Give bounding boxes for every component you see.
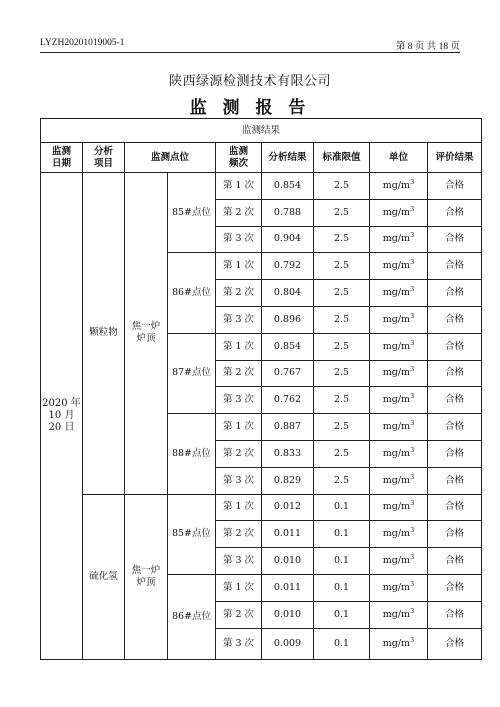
- limit-cell: 0.1: [314, 628, 370, 659]
- frequency-cell: 第 2 次: [216, 521, 262, 548]
- limit-cell: 0.1: [314, 521, 370, 548]
- unit-cell: [370, 414, 428, 441]
- unit-cell: [370, 601, 428, 628]
- unit-superscript: 3: [410, 338, 415, 347]
- company-name: 陕西绿源检测技术有限公司: [168, 74, 331, 89]
- unit-cell: [370, 199, 428, 226]
- result-cell: 0.829: [262, 467, 314, 494]
- section-title: 监测结果: [41, 119, 482, 143]
- evaluation-cell: 合格: [428, 199, 482, 226]
- evaluation-cell: 合格: [428, 226, 482, 253]
- limit-cell: 2.5: [314, 226, 370, 253]
- point-name: 86#点位: [168, 253, 216, 333]
- point-name: 87#点位: [168, 333, 216, 413]
- analysis-item: 硫化氢: [83, 494, 125, 659]
- unit-text: mg/m: [382, 179, 411, 191]
- unit-cell: [370, 467, 428, 494]
- unit-text: mg/m: [382, 206, 411, 218]
- col-header-frequency: 监测 频次: [216, 143, 262, 173]
- limit-cell: 2.5: [314, 387, 370, 414]
- unit-cell: [370, 173, 428, 200]
- document-number: LYZH20201019005-1: [40, 38, 125, 48]
- point-name: 85#点位: [168, 494, 216, 574]
- limit-cell: 0.1: [314, 548, 370, 575]
- unit-superscript: 3: [410, 311, 415, 320]
- unit-cell: [370, 387, 428, 414]
- result-cell: 0.792: [262, 253, 314, 280]
- col-header-point: 监测点位: [125, 143, 216, 173]
- result-cell: 0.904: [262, 226, 314, 253]
- limit-cell: 2.5: [314, 253, 370, 280]
- frequency-cell: 第 2 次: [216, 280, 262, 307]
- unit-cell: [370, 548, 428, 575]
- page-header: [40, 38, 460, 53]
- unit-superscript: 3: [410, 635, 415, 644]
- result-cell: 0.788: [262, 199, 314, 226]
- unit-superscript: 3: [410, 606, 415, 615]
- evaluation-cell: 合格: [428, 280, 482, 307]
- limit-cell: 2.5: [314, 280, 370, 307]
- column-header-row: [41, 143, 482, 173]
- result-cell: 0.854: [262, 173, 314, 200]
- unit-text: mg/m: [382, 637, 411, 649]
- result-cell: 0.767: [262, 360, 314, 387]
- evaluation-cell: 合格: [428, 628, 482, 659]
- unit-cell: [370, 628, 428, 659]
- unit-cell: [370, 306, 428, 333]
- col-header-limit: 标准限值: [314, 143, 370, 173]
- frequency-cell: 第 1 次: [216, 414, 262, 441]
- limit-cell: 0.1: [314, 574, 370, 601]
- unit-superscript: 3: [410, 284, 415, 293]
- unit-cell: [370, 494, 428, 521]
- result-cell: 0.896: [262, 306, 314, 333]
- table-row: [41, 173, 482, 200]
- limit-cell: 0.1: [314, 494, 370, 521]
- limit-cell: 2.5: [314, 360, 370, 387]
- unit-text: mg/m: [382, 581, 411, 593]
- point-name: 85#点位: [168, 173, 216, 253]
- col-header-evaluation: 评价结果: [428, 143, 482, 173]
- unit-superscript: 3: [410, 204, 415, 213]
- result-cell: 0.011: [262, 521, 314, 548]
- col-header-item: 分析 项目: [83, 143, 125, 173]
- table-row: [41, 494, 482, 521]
- point-name: 86#点位: [168, 574, 216, 659]
- unit-superscript: 3: [410, 526, 415, 535]
- evaluation-cell: 合格: [428, 306, 482, 333]
- col-header-unit: 单位: [370, 143, 428, 173]
- result-cell: 0.887: [262, 414, 314, 441]
- frequency-cell: 第 2 次: [216, 601, 262, 628]
- unit-cell: [370, 333, 428, 360]
- frequency-cell: 第 2 次: [216, 360, 262, 387]
- evaluation-cell: 合格: [428, 333, 482, 360]
- frequency-cell: 第 1 次: [216, 574, 262, 601]
- frequency-cell: 第 1 次: [216, 333, 262, 360]
- limit-cell: 2.5: [314, 333, 370, 360]
- unit-text: mg/m: [382, 233, 411, 245]
- monitoring-results-table: [40, 118, 482, 660]
- unit-cell: [370, 521, 428, 548]
- report-title: 监 测 报 告: [189, 98, 311, 118]
- unit-cell: [370, 574, 428, 601]
- unit-text: mg/m: [382, 394, 411, 406]
- evaluation-cell: 合格: [428, 574, 482, 601]
- result-cell: 0.833: [262, 440, 314, 467]
- unit-superscript: 3: [410, 231, 415, 240]
- result-cell: 0.011: [262, 574, 314, 601]
- unit-superscript: 3: [410, 445, 415, 454]
- unit-superscript: 3: [410, 472, 415, 481]
- evaluation-cell: 合格: [428, 440, 482, 467]
- unit-text: mg/m: [382, 313, 411, 325]
- evaluation-cell: 合格: [428, 548, 482, 575]
- unit-superscript: 3: [410, 552, 415, 561]
- monitoring-date: 2020 年 10 月 20 日: [41, 173, 83, 660]
- evaluation-cell: 合格: [428, 414, 482, 441]
- frequency-cell: 第 3 次: [216, 548, 262, 575]
- unit-text: mg/m: [382, 608, 411, 620]
- frequency-cell: 第 3 次: [216, 387, 262, 414]
- unit-superscript: 3: [410, 579, 415, 588]
- frequency-cell: 第 3 次: [216, 628, 262, 659]
- unit-superscript: 3: [410, 177, 415, 186]
- unit-superscript: 3: [410, 499, 415, 508]
- frequency-cell: 第 2 次: [216, 440, 262, 467]
- unit-text: mg/m: [382, 260, 411, 272]
- unit-superscript: 3: [410, 365, 415, 374]
- result-cell: 0.854: [262, 333, 314, 360]
- frequency-cell: 第 1 次: [216, 173, 262, 200]
- unit-text: mg/m: [382, 555, 411, 567]
- limit-cell: 2.5: [314, 414, 370, 441]
- result-cell: 0.012: [262, 494, 314, 521]
- unit-text: mg/m: [382, 474, 411, 486]
- unit-text: mg/m: [382, 287, 411, 299]
- result-cell: 0.010: [262, 601, 314, 628]
- limit-cell: 2.5: [314, 173, 370, 200]
- evaluation-cell: 合格: [428, 467, 482, 494]
- page-info: 第 8 页 共 18 页: [395, 42, 460, 52]
- limit-cell: 2.5: [314, 306, 370, 333]
- evaluation-cell: 合格: [428, 521, 482, 548]
- unit-cell: [370, 253, 428, 280]
- frequency-cell: 第 2 次: [216, 199, 262, 226]
- result-cell: 0.804: [262, 280, 314, 307]
- frequency-cell: 第 1 次: [216, 494, 262, 521]
- unit-text: mg/m: [382, 501, 411, 513]
- unit-superscript: 3: [410, 418, 415, 427]
- unit-text: mg/m: [382, 340, 411, 352]
- evaluation-cell: 合格: [428, 387, 482, 414]
- monitoring-location: 焦一炉 炉顶: [125, 494, 168, 659]
- unit-superscript: 3: [410, 392, 415, 401]
- unit-superscript: 3: [410, 258, 415, 267]
- evaluation-cell: 合格: [428, 173, 482, 200]
- evaluation-cell: 合格: [428, 360, 482, 387]
- monitoring-location: 焦一炉 炉顶: [125, 173, 168, 495]
- evaluation-cell: 合格: [428, 601, 482, 628]
- unit-text: mg/m: [382, 367, 411, 379]
- frequency-cell: 第 1 次: [216, 253, 262, 280]
- analysis-item: 颗粒物: [83, 173, 125, 495]
- evaluation-cell: 合格: [428, 253, 482, 280]
- col-header-result: 分析结果: [262, 143, 314, 173]
- limit-cell: 2.5: [314, 199, 370, 226]
- evaluation-cell: 合格: [428, 494, 482, 521]
- frequency-cell: 第 3 次: [216, 306, 262, 333]
- unit-cell: [370, 280, 428, 307]
- result-cell: 0.010: [262, 548, 314, 575]
- limit-cell: 0.1: [314, 601, 370, 628]
- unit-cell: [370, 360, 428, 387]
- result-cell: 0.762: [262, 387, 314, 414]
- unit-cell: [370, 440, 428, 467]
- limit-cell: 2.5: [314, 440, 370, 467]
- frequency-cell: 第 3 次: [216, 226, 262, 253]
- col-header-date: 监测 日期: [41, 143, 83, 173]
- unit-text: mg/m: [382, 528, 411, 540]
- frequency-cell: 第 3 次: [216, 467, 262, 494]
- limit-cell: 2.5: [314, 467, 370, 494]
- point-name: 88#点位: [168, 414, 216, 494]
- result-cell: 0.009: [262, 628, 314, 659]
- unit-text: mg/m: [382, 421, 411, 433]
- unit-cell: [370, 226, 428, 253]
- unit-text: mg/m: [382, 447, 411, 459]
